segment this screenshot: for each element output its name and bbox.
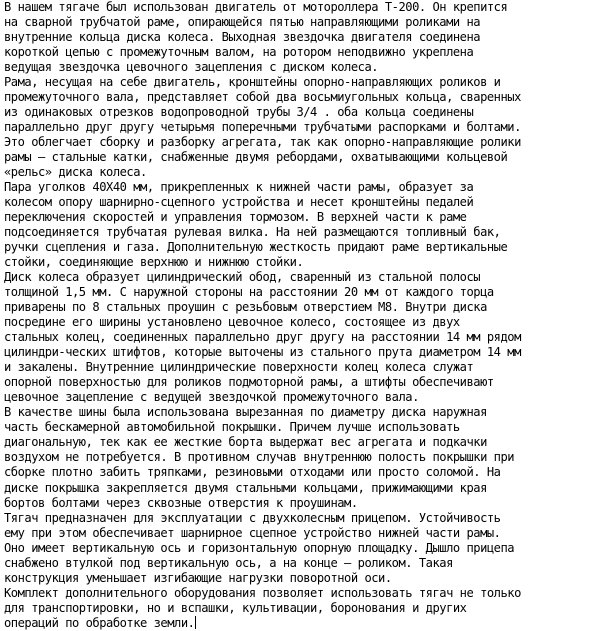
text-line: цевочное зацепление с ведущей звездочкой промежуточного вала. <box>4 390 419 405</box>
text-line: для транспортировки, но и вспашки, культивации, боронования и других <box>4 600 467 615</box>
text-line: из одинаковых отрезков водопроводной трубы 3/4 . оба кольца соединены <box>4 105 474 120</box>
text-line: Диск колеса образует цилиндрический обод, сваренный из стальной полосы <box>4 270 481 285</box>
text-line: опорной поверхностью для роликов подмоторной рамы, а штифты обеспечивают <box>4 375 494 390</box>
text-line: В качестве шины была использована вырезанная по диаметру диска наружная <box>4 405 487 420</box>
text-line: ручки сцепления и газа. Дополнительную жесткость придают раме вертикальные <box>4 240 508 255</box>
text-line: «рельс» диска колеса. <box>4 165 147 180</box>
text-line: посредине его ширины установлено цевочное колесо, состоящее из двух <box>4 315 460 330</box>
text-line: короткой цепью с промежуточным валом, на ротором неподвижно укреплена <box>4 45 474 60</box>
text-line: конструкция уменьшает изгибающие нагрузки поворотной оси. <box>4 570 392 585</box>
text-line: колесом опору шарнирно-сцепного устройства и несет кронштейны педалей <box>4 195 474 210</box>
text-line: Рама, несущая на себе двигатель, кронштейны опорно-направляющих роликов и <box>4 75 501 90</box>
text-line: переключения скоростей и управления тормозом. В верхней части к раме <box>4 210 467 225</box>
text-line: снабжено втулкой под вертикальную ось, а на конце – роликом. Такая <box>4 555 453 570</box>
text-line: ведущая звездочка цевочного зацепления с диском колеса. <box>4 60 379 75</box>
text-line: Тягач предназначен для эксплуатации с двухколесным прицепом. Устойчивость <box>4 510 501 525</box>
text-line: диске покрышка закрепляется двумя стальными кольцами, прижимающими края <box>4 480 487 495</box>
text-line: диагональную, тек как ее жесткие борта выдержат вес агрегата и подкачки <box>4 435 487 450</box>
text-cursor <box>195 616 196 629</box>
text-line: бортов болтами через сквозные отверстия к проушинам. <box>4 495 358 510</box>
text-line-content: операций по обработке земли. <box>4 615 195 630</box>
text-line: и закалены. Внутренние цилиндрические поверхности колец колеса служат <box>4 360 474 375</box>
text-line: стойки, соединяющие верхнюю и нижнюю стойки. <box>4 255 304 270</box>
text-line: промежуточного вала, представляет собой два восьмиугольных кольца, сваренных <box>4 90 521 105</box>
text-line: стальных колец, соединенных параллельно друг другу на расстоянии 14 мм рядом <box>4 330 521 345</box>
text-line: приварены по 8 стальных проушин с резьбовым отверстием М8. Внутри диска <box>4 300 487 315</box>
text-line: внутренние кольца диска колеса. Выходная звездочка двигателя соединена <box>4 30 481 45</box>
text-line: воздухом не потребуется. В противном случав внутреннюю полость покрышки при <box>4 450 515 465</box>
text-line: Комплект дополнительного оборудования позволяет использовать тягач не только <box>4 585 521 600</box>
text-line: часть бескамерной автомобильной покрышки. Причем лучше использовать <box>4 420 460 435</box>
text-line: В нашем тягаче был использован двигатель от мотороллера Т-200. Он крепится <box>4 0 508 14</box>
text-line: Оно имеет вертикальную ось и горизонтальную опорную площадку. Дышло прицепа <box>4 540 515 555</box>
text-line: ему при этом обеспечивает шарнирное сцепное устройство нижней части рамы. <box>4 525 501 540</box>
text-line: подсоединяется трубчатая рулевая вилка. На ней размещаются топливный бак, <box>4 225 501 240</box>
text-line: параллельно друг другу четырьмя поперечными трубчатыми распорками и болтами. <box>4 120 521 135</box>
last-text-line <box>4 616 616 631</box>
text-line: сборке плотно забить тряпками, резиновыми отходами или просто соломой. На <box>4 465 501 480</box>
text-line: толщиной 1,5 мм. С наружной стороны на расстоянии 20 мм от каждого торца <box>4 285 494 300</box>
text-line: рамы – стальные катки, снабженные двумя ребордами, охватывающими кольцевой <box>4 150 508 165</box>
text-line: на сварной трубчатой раме, опирающейся пятью направляющими роликами на <box>4 15 481 30</box>
text-line: Пара уголков 40Х40 мм, прикрепленных к нижней части рамы, образует за <box>4 180 474 195</box>
text-line: цилиндри-ческих штифтов, которые выточены из стального прута диаметром 14 мм <box>4 345 521 360</box>
text-line: Это облегчает сборку и разборку агрегата, так как опорно-направляющие ролики <box>4 135 521 150</box>
